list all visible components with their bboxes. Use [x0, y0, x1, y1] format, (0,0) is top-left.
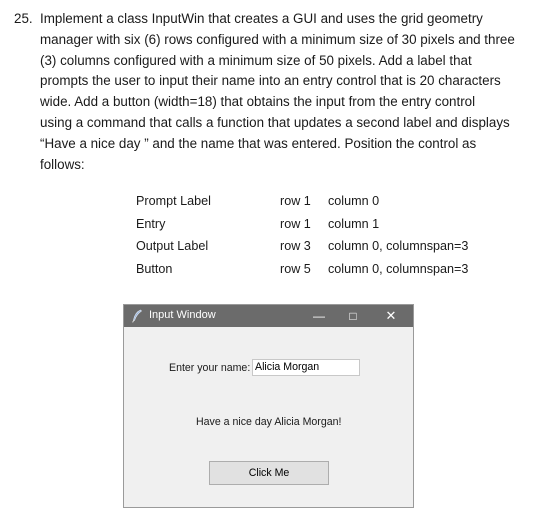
minimize-button[interactable]: — — [313, 309, 325, 323]
question-line: 25. Implement a class InputWin that creates a GUI and uses the grid geometry — [14, 9, 534, 30]
placement-row — [136, 258, 496, 281]
placement-row — [136, 235, 496, 258]
prompt-label: Enter your name: — [169, 362, 251, 374]
placement-control: Button — [136, 261, 173, 276]
placement-grid-column: column 0, columnspan=3 — [328, 239, 469, 253]
placement-grid-row: row 5 — [280, 261, 311, 276]
placement-grid-row: row 1 — [280, 216, 311, 231]
question-line: (3) columns configured with a minimum size of 50 pixels. Add a label that — [40, 52, 472, 68]
feather-icon — [131, 309, 143, 323]
question-line: manager with six (6) rows configured with a minimum size of 30 pixels and three — [40, 31, 515, 47]
click-me-button[interactable]: Click Me — [209, 461, 329, 485]
placement-control: Output Label — [136, 239, 209, 253]
question-line: follows: — [40, 156, 85, 172]
placement-row — [136, 190, 496, 213]
question-number: 25. — [14, 11, 33, 26]
input-window — [123, 304, 414, 508]
maximize-button[interactable]: □ — [349, 309, 357, 323]
placement-control: Entry — [136, 216, 166, 231]
close-button[interactable]: ✕ — [385, 308, 397, 323]
window-title: Input Window — [149, 309, 216, 321]
question-line: prompts the user to input their name into an entry control that is 20 characters — [40, 73, 501, 89]
placement-control: Prompt Label — [136, 194, 211, 208]
window-titlebar[interactable] — [124, 305, 413, 327]
placement-grid-column: column 0 — [328, 194, 380, 208]
placement-grid-column: column 0, columnspan=3 — [328, 261, 469, 276]
question-text — [14, 9, 534, 175]
placement-grid-row: row 1 — [280, 194, 311, 208]
output-label: Have a nice day Alicia Morgan! — [196, 416, 342, 428]
placement-grid-row: row 3 — [280, 239, 311, 253]
question-line: using a command that calls a function that updates a second label and displays — [40, 114, 510, 130]
placement-row — [136, 213, 496, 236]
placement-grid-column: column 1 — [328, 216, 380, 231]
name-entry[interactable]: Alicia Morgan — [252, 359, 360, 376]
question-line: wide. Add a button (width=18) that obtains the input from the entry control — [40, 94, 476, 110]
question-line: “Have a nice day ” and the name that was entered. Position the control as — [40, 135, 477, 151]
placement-table — [136, 190, 496, 280]
